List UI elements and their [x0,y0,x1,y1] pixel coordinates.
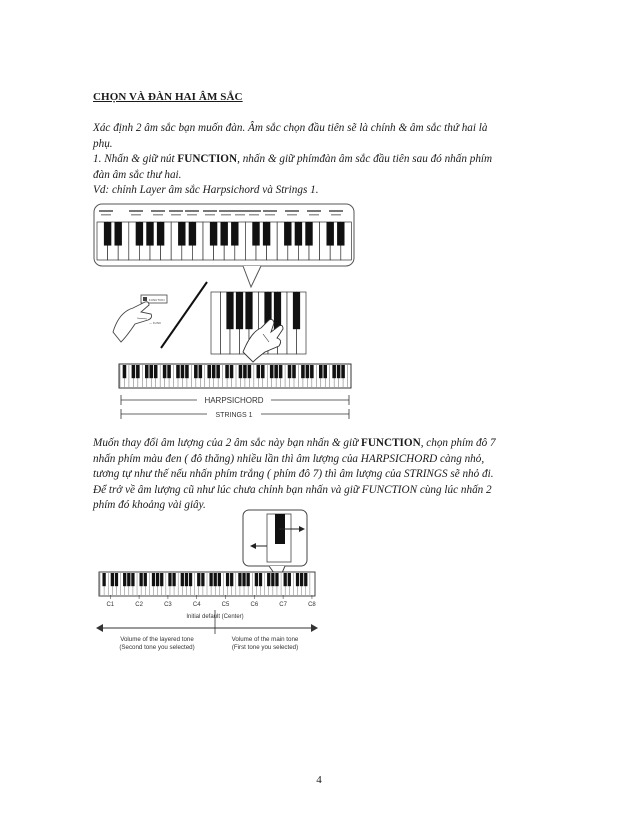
black-key [168,573,171,586]
full-black-key [145,365,149,378]
panel-label-mark [285,210,299,212]
black-key [226,573,229,586]
panel-label-mark [249,214,259,216]
layer-illustration-svg [93,202,358,420]
c-key-labels [106,595,316,608]
c-key-label: C3 [164,602,172,608]
panel-label-mark [265,214,275,216]
black-key [288,573,291,586]
panel-label-mark [205,214,215,216]
full-black-key [337,365,341,378]
black-key [102,573,105,586]
panel-keyboard-detail [97,222,351,260]
full-black-key [176,365,180,378]
balance-arrow-right-head [311,624,318,632]
black-key [140,573,143,586]
full-black-key [123,365,127,378]
panel-black-key [210,222,217,246]
panel-label-mark [101,214,111,216]
zoomed-black-key [236,292,243,329]
text-line: phím đó khoảng vài giây. [93,499,206,511]
black-key [152,573,155,586]
black-key [123,573,126,586]
panel-black-key [189,222,196,246]
svg-text:FUNCTION: FUNCTION [149,298,165,302]
black-key [271,573,274,586]
black-key [197,573,200,586]
black-key [247,573,250,586]
text-line: Xác định 2 âm sắc bạn muốn đàn. Âm sắc chọn đầu tiên sẽ là chính & âm sắc thứ hai là [93,122,488,134]
panel-label-mark [221,214,231,216]
instruction-paragraph-1 [93,121,553,199]
panel-label-mark [151,210,165,212]
text-line: tương tự như thế nếu nhấn phím trắng ( phím đô 7) thì âm lượng của STRINGS sẽ nhỏ đi. [93,468,494,480]
c-key-label: C4 [192,602,201,608]
black-key [160,573,163,586]
black-key [284,573,287,586]
text-line: phụ. [93,137,113,150]
function-keyword: FUNCTION [177,153,238,165]
full-black-key [149,365,153,378]
black-key [296,573,299,586]
black-key [214,573,217,586]
full-black-key [332,365,336,378]
page-number: 4 [316,774,322,786]
full-black-key [288,365,292,378]
zoomed-black-key [293,292,300,329]
svg-text:— FUNC: — FUNC [149,321,162,325]
full-black-key [239,365,243,378]
panel-label-mark [99,210,113,212]
panel-label-mark [169,210,183,212]
text-line [93,436,553,452]
black-key [255,573,258,586]
strings-label: STRINGS 1 [215,412,253,419]
black-key [267,573,270,586]
c-key-label: C1 [106,602,115,608]
center-label: Initial default (Center) [186,614,244,620]
hand-pressing-function [113,295,167,342]
text-line [93,152,553,168]
panel-black-key [231,222,238,246]
panel-black-key [104,222,111,246]
full-black-key [243,365,247,378]
c-key-label: C2 [135,602,143,608]
panel-black-key [284,222,291,246]
black-key [238,573,241,586]
full-black-key [216,365,220,378]
panel-label-mark [131,214,141,216]
text-line: đàn âm sắc thư hai. [93,168,182,181]
panel-black-key [337,222,344,246]
layered-tone-label: Volume of the layered tone [120,636,194,643]
zoomed-white-key [211,292,221,354]
balance-arrow-left-head [96,624,103,632]
panel-label-mark [187,214,197,216]
full-black-key [301,365,305,378]
text-line: nhấn phím màu đen ( đô thăng) nhiều lần thì âm lượng của HARPSICHORD càng nhỏ, [93,452,485,465]
panel-black-key [305,222,312,246]
panel-black-key [295,222,302,246]
panel-label-mark [233,210,247,212]
full-black-key [279,365,283,378]
instruction-paragraph-2 [93,436,553,514]
c-key-label: C5 [221,602,230,608]
full-black-key [310,365,314,378]
full-black-key [323,365,327,378]
main-tone-label: Volume of the main tone [231,636,299,643]
full-black-key [194,365,198,378]
text-run: Muốn thay đổi âm lượng của 2 âm sắc này bạn nhấn & giữ [93,437,362,449]
zoomed-black-key [274,292,281,329]
panel-black-key [157,222,164,246]
full-black-key [270,365,274,378]
black-key [201,573,204,586]
function-keyword: FUNCTION [361,437,421,449]
panel-label-mark [153,214,163,216]
full-black-key [248,365,252,378]
text-run: , nhấn & giữ phímđàn âm sắc đầu tiên sau đó nhấn phím [237,153,493,165]
black-key [185,573,188,586]
volume-balance-svg [93,506,325,664]
text-line: Để trở về âm lượng cũ như lúc chưa chỉnh bạn nhấn và giữ FUNCTION cùng lúc nhấn 2 [93,483,492,496]
panel-label-mark [309,214,319,216]
zoomed-black-key [245,292,252,329]
main-tone-sublabel: (First tone you selected) [231,644,299,651]
panel-black-key [263,222,270,246]
full-black-key [257,365,261,378]
black-key [131,573,134,586]
panel-black-key [252,222,259,246]
panel-label-mark [331,214,341,216]
full-black-key [319,365,323,378]
black-key [172,573,175,586]
panel-black-key [136,222,143,246]
full-black-key [136,365,140,378]
panel-label-mark [307,210,321,212]
panel-label-mark [287,214,297,216]
panel-black-key [178,222,185,246]
black-key [209,573,212,586]
full-black-key [306,365,310,378]
panel-label-mark [263,210,277,212]
harpsichord-label: HARPSICHORD [204,396,264,405]
panel-label-mark [203,210,217,212]
panel-black-key [220,222,227,246]
c-key-label: C8 [308,602,316,608]
text-run: 1. Nhấn & giữ nút [93,153,178,165]
panel-label-mark [171,214,181,216]
volume-balance-illustration [93,506,325,664]
black-key [127,573,130,586]
section-heading: CHỌN VÀ ĐÀN HAI ÂM SẮC [93,91,243,103]
full-black-key [230,365,234,378]
panel-label-mark [129,210,143,212]
divider-line [161,282,207,348]
full-black-key [341,365,345,378]
layered-tone-sublabel: (Second tone you selected) [119,644,195,651]
black-key [230,573,233,586]
full-black-key [207,365,211,378]
full-black-key [167,365,171,378]
black-key [181,573,184,586]
black-key [111,573,114,586]
black-key [115,573,118,586]
full-black-key [163,365,167,378]
black-key [144,573,147,586]
c-key-label: C6 [250,602,259,608]
black-key [259,573,262,586]
c-key-label: C7 [279,602,287,608]
zoomed-black-key [226,292,233,329]
black-key [156,573,159,586]
panel-black-key [114,222,121,246]
black-key [242,573,245,586]
black-key [189,573,192,586]
panel-label-mark [219,210,233,212]
panel-label-mark [247,210,261,212]
text-run: , chọn phím đô 7 [420,437,496,449]
black-key [304,573,307,586]
full-black-key [292,365,296,378]
black-key [300,573,303,586]
black-key [218,573,221,586]
panel-label-mark [235,214,245,216]
full-black-key [274,365,278,378]
black-key [275,573,278,586]
callout-pointer [243,266,261,287]
full-black-key [181,365,185,378]
full-black-key [261,365,265,378]
panel-label-mark [185,210,199,212]
panel-black-key [326,222,333,246]
text-line: Vd: chỉnh Layer âm sắc Harpsichord và Strings 1. [93,184,319,196]
full-black-key [185,365,189,378]
layer-illustration [93,202,358,420]
full-black-key [225,365,229,378]
full-black-key [132,365,136,378]
panel-black-key [146,222,153,246]
full-black-key [212,365,216,378]
panel-label-mark [329,210,343,212]
full-black-key [154,365,158,378]
full-black-key [199,365,203,378]
